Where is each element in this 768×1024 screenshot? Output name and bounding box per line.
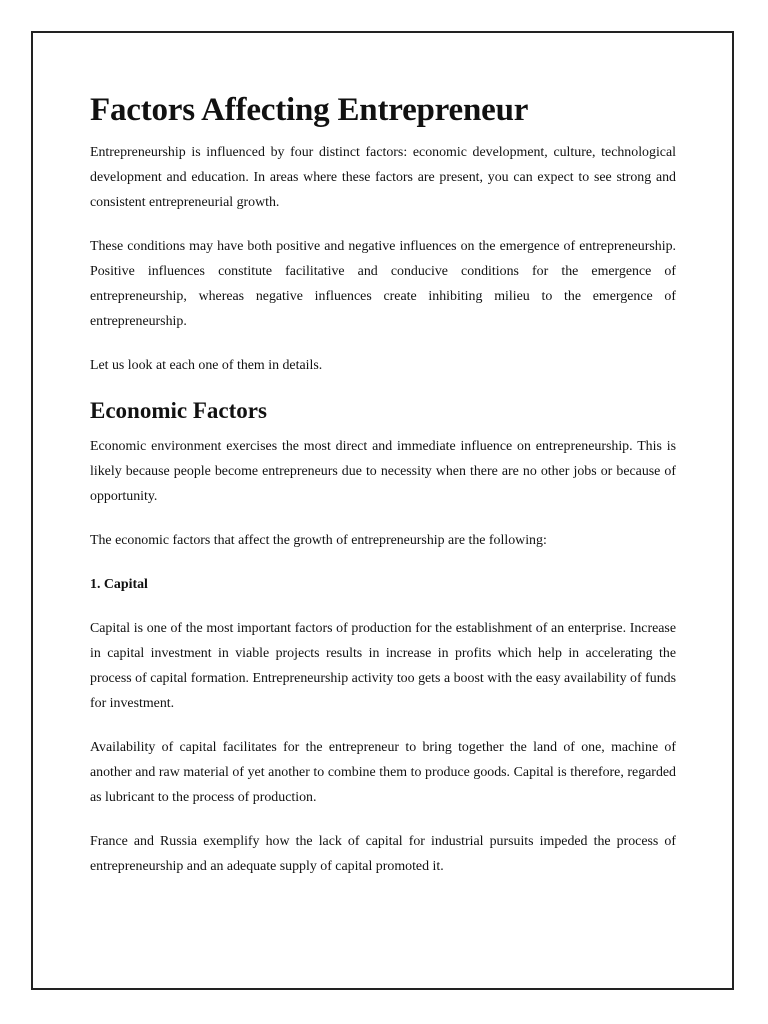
subsection-paragraph-1: Capital is one of the most important factors of production for the establishment of an enterprise. Increase in capital investment in viable projects results in increase in profits which help in accelerating the process of capital formation. Entrepreneurship activity too gets a boost with the easy availability of funds for investment. xyxy=(90,620,676,711)
section-heading: Economic Factors xyxy=(90,397,267,423)
page-title: Factors Affecting Entrepreneur xyxy=(90,92,529,128)
subsection-heading: 1. Capital xyxy=(90,576,148,592)
subsection-paragraph-3: France and Russia exemplify how the lack of capital for industrial pursuits impeded the process of entrepreneurship and an adequate supply of capital promoted it. xyxy=(90,833,676,874)
intro-paragraph-3: Let us look at each one of them in details. xyxy=(90,357,323,373)
document-body xyxy=(90,92,676,898)
section-paragraph-2: The economic factors that affect the growth of entrepreneurship are the following: xyxy=(90,532,547,548)
section-paragraph-1: Economic environment exercises the most direct and immediate influence on entrepreneurship. This is likely because people become entrepreneurs due to necessity when there are no other jobs or because of opportunity. xyxy=(90,438,676,504)
intro-paragraph-1: Entrepreneurship is influenced by four distinct factors: economic development, culture, technological development and education. In areas where these factors are present, you can expect to see strong and consistent entrepreneurial growth. xyxy=(90,144,676,210)
subsection-paragraph-2: Availability of capital facilitates for the entrepreneur to bring together the land of one, machine of another and raw material of yet another to combine them to produce goods. Capital is therefore, regarded as lubricant to the process of production. xyxy=(90,739,676,805)
intro-paragraph-2: These conditions may have both positive and negative influences on the emergence of entrepreneurship. Positive influences constitute facilitative and conducive conditions for the emergence of entrepreneurship, whereas negative influences create inhibiting milieu to the emergence of entrepreneurship. xyxy=(90,238,676,329)
